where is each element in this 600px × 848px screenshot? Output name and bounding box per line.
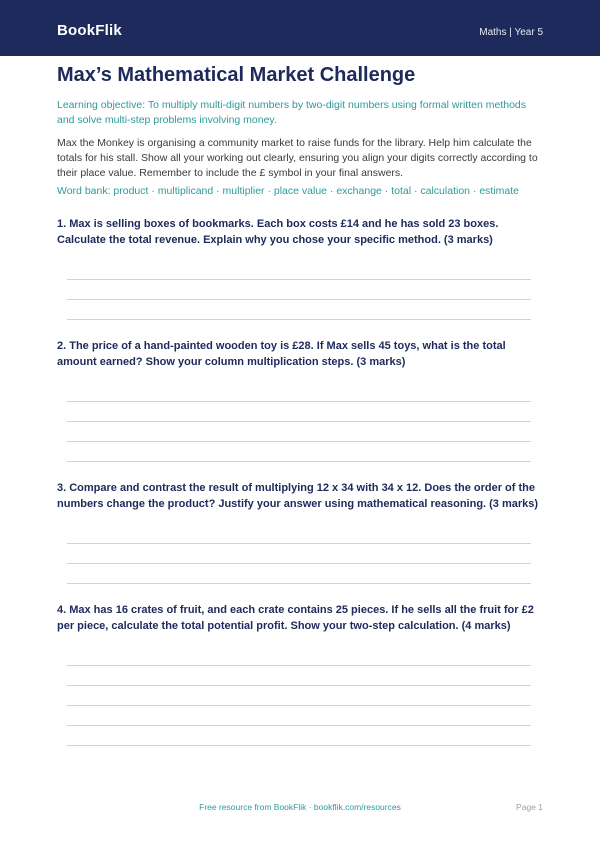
answer-line[interactable] [67,665,531,666]
answer-line[interactable] [67,583,531,584]
answer-line[interactable] [67,319,531,320]
page-title: Max’s Mathematical Market Challenge [57,64,416,86]
question-4: 4. Max has 16 crates of fruit, and each crate contains 25 pieces. If he sells all the fruit for £2 per piece, calculate the total potential profit. Show your two-step calculation. (4 marks) [57,604,534,632]
header-bar [0,0,600,56]
footer-credit: Free resource from BookFlik · bookflik.com/resources [199,802,401,812]
answer-line[interactable] [67,745,531,746]
answer-line[interactable] [67,441,531,442]
subject-year-label: Maths | Year 5 [479,27,543,38]
answer-line[interactable] [67,563,531,564]
intro-paragraph: Max the Monkey is organising a community market to raise funds for the library. Help him calculate the totals for his stall. Show all your working out clearly, ensuring you align your digits correctly according to their place value. Remember to include the £ symbol in your final answers. [57,137,538,179]
answer-line[interactable] [67,299,531,300]
page-number: Page 1 [516,802,543,812]
question-2: 2. The price of a hand-painted wooden toy is £28. If Max sells 45 toys, what is the total amount earned? Show your column multiplication steps. (3 marks) [57,340,506,368]
answer-line[interactable] [67,725,531,726]
answer-line[interactable] [67,279,531,280]
word-bank: Word bank: product · multiplicand · multiplier · place value · exchange · total · calculation · estimate [57,185,520,197]
answer-line[interactable] [67,461,531,462]
brand-logo: BookFlik [57,22,122,39]
question-3: 3. Compare and contrast the result of multiplying 12 x 34 with 34 x 12. Does the order of the numbers change the product? Justify your answer using mathematical reasoning. (3 marks) [57,482,539,510]
answer-line[interactable] [67,705,531,706]
answer-line[interactable] [67,401,531,402]
answer-line[interactable] [67,685,531,686]
learning-objective: Learning objective: To multiply multi-digit numbers by two-digit numbers using formal written methods and solve multi-step problems involving money. [57,99,527,126]
answer-line[interactable] [67,421,531,422]
answer-line[interactable] [67,543,531,544]
question-1: 1. Max is selling boxes of bookmarks. Each box costs £14 and he has sold 23 boxes. Calculate the total revenue. Explain why you chose your specific method. (3 marks) [57,218,499,246]
